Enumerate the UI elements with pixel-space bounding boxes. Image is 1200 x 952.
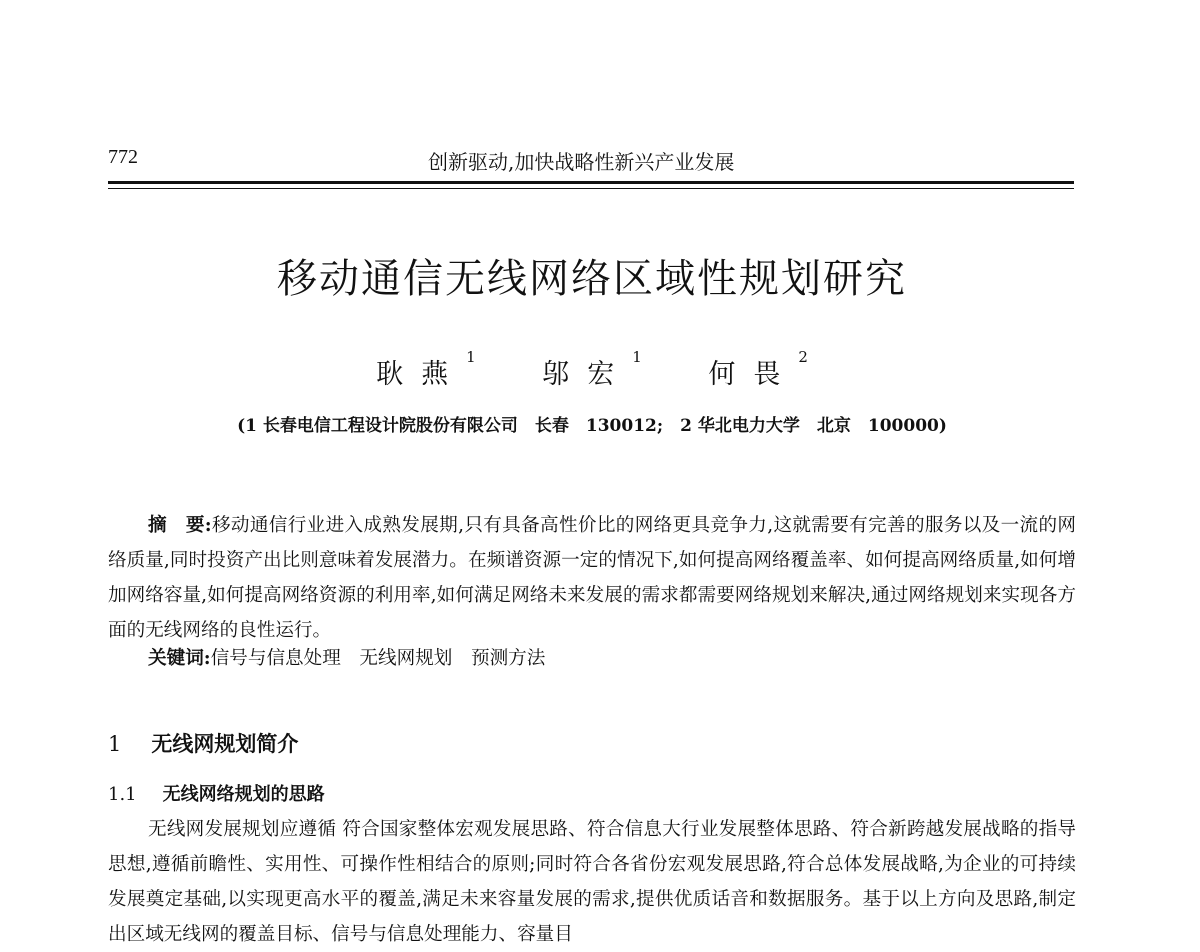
subsection-number: 1.1 bbox=[108, 784, 137, 805]
author-name: 耿燕 bbox=[376, 359, 467, 390]
section-heading bbox=[108, 728, 298, 758]
section-title: 无线网规划简介 bbox=[151, 731, 299, 756]
body-paragraph: 无线网发展规划应遵循 符合国家整体宏观发展思路、符合信息大行业发展整体思路、符合新跨越发展战略的指导思想,遵循前瞻性、实用性、可操作性相结合的原则;同时符合各省份宏观发展思路,符合总体发展战略,为企业的可持续发展奠定基础,以实现更高水平的覆盖,满足未来容量发展的需求,提供优质话音和数据服务。基于以上方向及思路,制定出区域无线网的覆盖目标、信号与信息处理能力、容量目 bbox=[108, 819, 1076, 945]
paper-title: 移动通信无线网络区域性规划研究 bbox=[277, 256, 907, 302]
abstract-text: 移动通信行业进入成熟发展期,只有具备高性价比的网络更具竞争力,这就需要有完善的服务以及一流的网络质量,同时投资产出比则意味着发展潜力。在频谱资源一定的情况下,如何提高网络覆盖率、如何提高网络质量,如何增加网络容量,如何提高网络资源的利用率,如何满足网络未来发展的需求都需要网络规划来解决,通过网络规划来实现各方面的无线网络的良性运行。 bbox=[108, 515, 1076, 641]
subsection-heading bbox=[108, 780, 325, 806]
page-number: 772 bbox=[108, 146, 138, 168]
keywords bbox=[148, 641, 545, 676]
author bbox=[708, 348, 808, 391]
keywords-text: 信号与信息处理 无线网规划 预测方法 bbox=[210, 648, 546, 669]
author bbox=[376, 348, 476, 391]
header-rule-thin bbox=[108, 188, 1074, 189]
author-name: 邬宏 bbox=[542, 359, 633, 390]
header-rule-thick bbox=[108, 181, 1074, 184]
author bbox=[542, 348, 642, 391]
author-affiliation-mark: 2 bbox=[798, 348, 808, 366]
author-affiliation-mark: 1 bbox=[632, 348, 642, 366]
author-affiliation-mark: 1 bbox=[466, 348, 476, 366]
running-title: 创新驱动,加快战略性新兴产业发展 bbox=[428, 150, 735, 174]
subsection-title: 无线网络规划的思路 bbox=[162, 784, 325, 805]
abstract bbox=[108, 508, 1076, 648]
author-name: 何畏 bbox=[708, 359, 799, 390]
abstract-label: 摘 要: bbox=[148, 515, 212, 536]
keywords-label: 关键词: bbox=[148, 648, 211, 669]
section-number: 1 bbox=[108, 732, 122, 756]
affiliation-line: (1 长春电信工程设计院股份有限公司 长春 130012; 2 华北电力大学 北京 100000) bbox=[237, 416, 947, 436]
author-list bbox=[0, 348, 1184, 391]
